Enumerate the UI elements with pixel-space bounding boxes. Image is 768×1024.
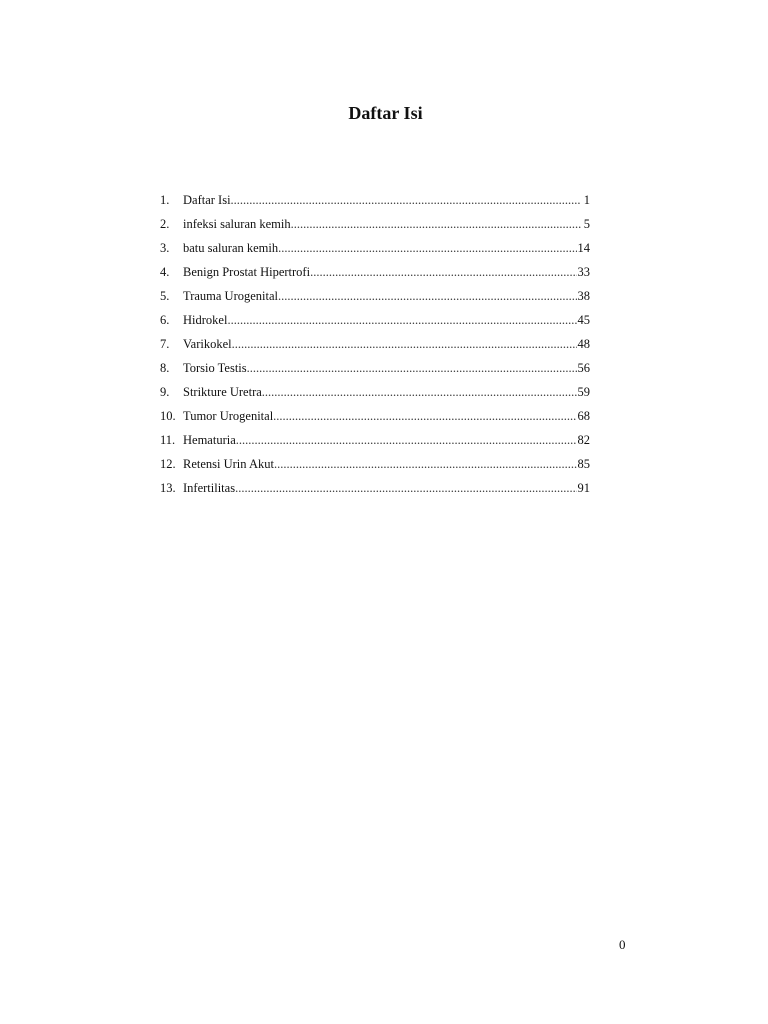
toc-entry-title: infeksi saluran kemih — [183, 217, 291, 231]
toc-entry-number: 9. — [160, 385, 170, 399]
toc-entry-number: 10. — [160, 409, 176, 423]
toc-leader-dots — [274, 456, 577, 472]
toc-entry-page: 33 — [577, 265, 590, 279]
toc-entry-page: 45 — [577, 313, 590, 327]
toc-entry[interactable] — [160, 240, 590, 264]
toc-entry-title: Strikture Uretra — [183, 385, 262, 399]
toc-entry[interactable] — [160, 216, 590, 240]
toc-entry-page: 1 — [583, 193, 590, 207]
toc-entry-title: Infertilitas — [183, 481, 236, 495]
toc-entry-page: 56 — [577, 361, 590, 375]
toc-entry-page: 82 — [577, 433, 590, 447]
toc-entry-page: 5 — [583, 217, 590, 231]
toc-entry-number: 6. — [160, 313, 170, 327]
toc-leader-dots — [227, 312, 576, 328]
toc-entry[interactable] — [160, 456, 590, 480]
toc-entry-title: Hematuria — [183, 433, 236, 447]
toc-leader-dots — [232, 336, 577, 352]
toc-entry-page: 59 — [577, 385, 590, 399]
toc-entry[interactable] — [160, 480, 590, 504]
table-of-contents — [160, 192, 590, 504]
toc-entry-title: Trauma Urogenital — [183, 289, 279, 303]
toc-entry[interactable] — [160, 288, 590, 312]
toc-entry-number: 2. — [160, 217, 170, 231]
toc-leader-dots — [236, 432, 577, 448]
toc-entry-title: Tumor Urogenital — [183, 409, 274, 423]
toc-entry-title: Daftar Isi — [183, 193, 231, 207]
toc-entry-number: 13. — [160, 481, 176, 495]
toc-leader-dots — [291, 216, 581, 232]
toc-leader-dots — [247, 360, 577, 376]
toc-entry[interactable] — [160, 432, 590, 456]
toc-leader-dots — [310, 264, 576, 280]
toc-entry[interactable] — [160, 336, 590, 360]
toc-entry-title: batu saluran kemih — [183, 241, 279, 255]
toc-entry[interactable] — [160, 384, 590, 408]
toc-entry-number: 4. — [160, 265, 170, 279]
toc-entry[interactable] — [160, 312, 590, 336]
toc-entry-number: 11. — [160, 433, 176, 447]
toc-entry[interactable] — [160, 408, 590, 432]
toc-entry-page: 38 — [577, 289, 590, 303]
toc-entry-number: 12. — [160, 457, 176, 471]
toc-entry-title: Varikokel — [183, 337, 232, 351]
toc-entry-number: 5. — [160, 289, 170, 303]
toc-entry[interactable] — [160, 264, 590, 288]
page-title: Daftar Isi — [348, 103, 423, 123]
toc-entry[interactable] — [160, 192, 590, 216]
toc-entry-title: Hidrokel — [183, 313, 228, 327]
toc-entry[interactable] — [160, 360, 590, 384]
toc-entry-number: 7. — [160, 337, 170, 351]
toc-entry-page: 68 — [577, 409, 590, 423]
toc-entry-number: 8. — [160, 361, 170, 375]
toc-leader-dots — [262, 384, 577, 400]
toc-leader-dots — [273, 408, 576, 424]
toc-entry-page: 48 — [577, 337, 590, 351]
page-number: 0 — [619, 937, 626, 952]
toc-leader-dots — [231, 192, 581, 208]
toc-entry-number: 3. — [160, 241, 170, 255]
toc-entry-page: 85 — [577, 457, 590, 471]
toc-entry-title: Benign Prostat Hipertrofi — [183, 265, 311, 279]
toc-entry-title: Retensi Urin Akut — [183, 457, 274, 471]
toc-entry-page: 91 — [577, 481, 590, 495]
toc-leader-dots — [278, 288, 576, 304]
toc-entry-page: 14 — [577, 241, 590, 255]
toc-entry-title: Torsio Testis — [183, 361, 247, 375]
toc-entry-number: 1. — [160, 193, 170, 207]
toc-leader-dots — [278, 240, 576, 256]
toc-leader-dots — [235, 480, 576, 496]
